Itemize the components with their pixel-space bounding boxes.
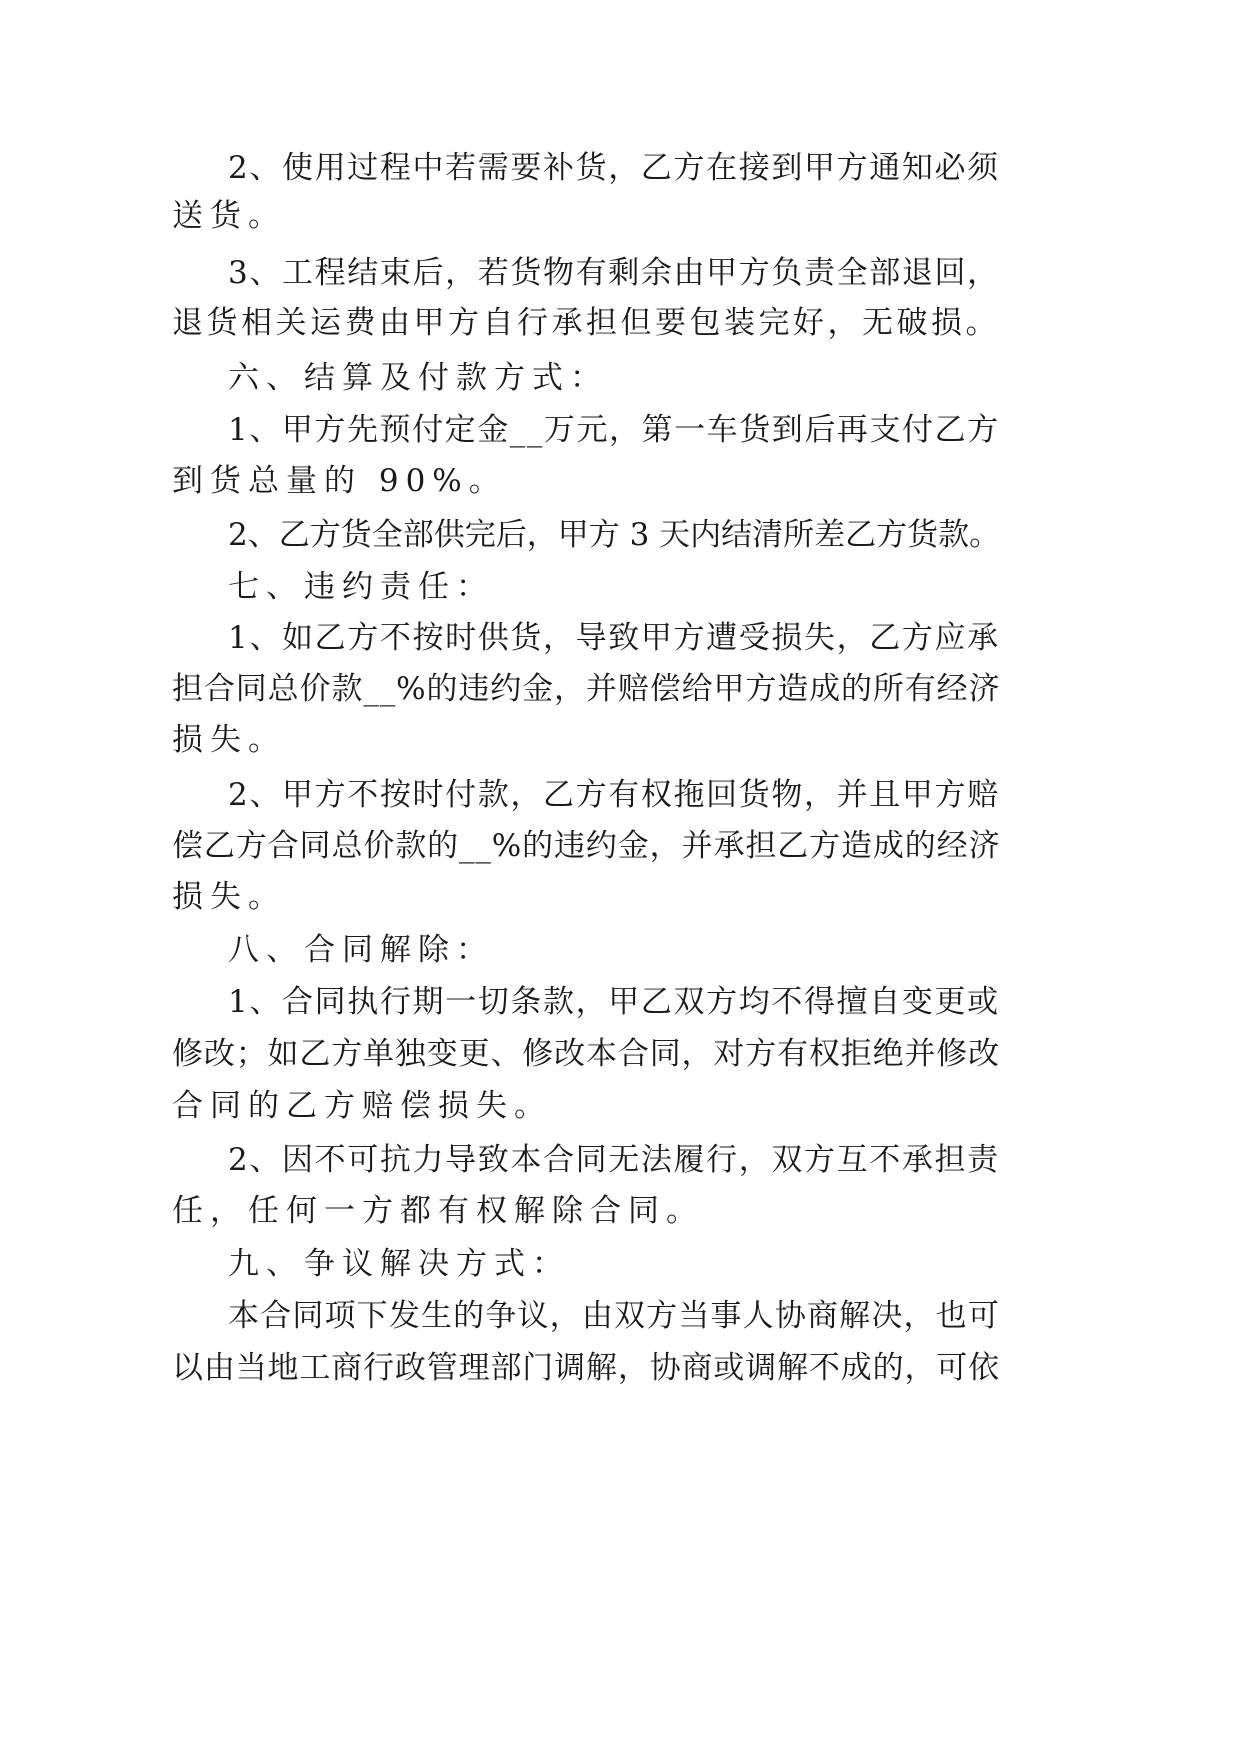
body-text-line: 1、合同执行期一切条款，甲乙双方均不得擅自变更或: [228, 984, 1000, 1020]
body-text-line: 退货相关运费由甲方自行承担但要包装完好，无破损。: [172, 305, 1000, 341]
body-text-line: 偿乙方合同总价款的__%的违约金，并承担乙方造成的经济: [172, 828, 1001, 864]
body-text-line: 合同的乙方赔偿损失。: [172, 1088, 552, 1124]
body-text-line: 本合同项下发生的争议，由双方当事人协商解决，也可: [228, 1298, 1000, 1334]
body-text-line: 担合同总价款__%的违约金，并赔偿给甲方造成的所有经济: [172, 671, 1001, 707]
body-text-line: 2、甲方不按时付款，乙方有权拖回货物，并且甲方赔: [228, 777, 1000, 813]
body-text-line: 2、乙方货全部供完后，甲方 3 天内结清所差乙方货款。: [228, 517, 1001, 553]
body-text-line: 2、使用过程中若需要补货，乙方在接到甲方通知必须: [228, 150, 1000, 186]
section-heading: 七、违约责任：: [228, 569, 494, 605]
body-text-line: 损失。: [172, 722, 286, 758]
body-text-line: 以由当地工商行政管理部门调解，协商或调解不成的，可依: [172, 1350, 1000, 1386]
body-text-line: 2、因不可抗力导致本合同无法履行，双方互不承担责: [228, 1142, 1000, 1178]
body-text-line: 3、工程结束后，若货物有剩余由甲方负责全部退回，: [228, 255, 1000, 291]
body-text-line: 到货总量的 90%。: [172, 463, 507, 499]
body-text-line: 修改；如乙方单独变更、修改本合同，对方有权拒绝并修改: [172, 1036, 1000, 1072]
body-text-line: 1、甲方先预付定金__万元，第一车货到后再支付乙方: [228, 412, 1000, 448]
body-text-line: 损失。: [172, 879, 286, 915]
section-heading: 六、结算及付款方式：: [228, 360, 608, 396]
body-text-line: 1、如乙方不按时供货，导致甲方遭受损失，乙方应承: [228, 620, 1000, 656]
body-text-line: 送货。: [172, 198, 286, 234]
section-heading: 八、合同解除：: [228, 932, 494, 968]
section-heading: 九、争议解决方式：: [228, 1246, 570, 1282]
body-text-line: 任，任何一方都有权解除合同。: [172, 1193, 704, 1229]
